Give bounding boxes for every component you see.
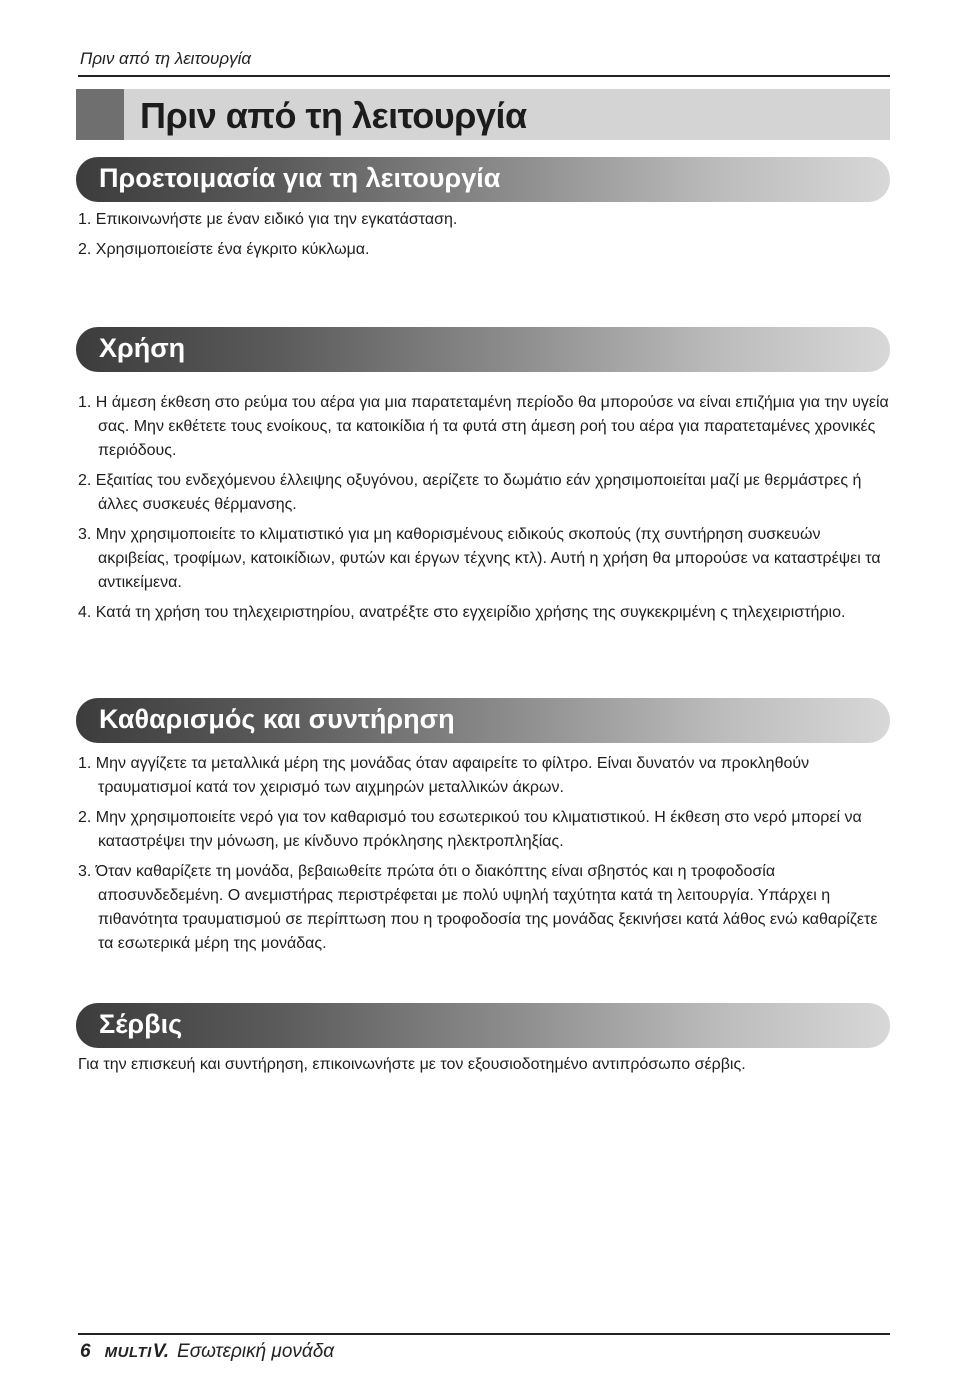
section-body-cleaning <box>78 752 890 962</box>
list-item: 3. Μην χρησιμοποιείτε το κλιματιστικό για μη καθορισμένους ειδικούς σκοπούς (πχ συντήρηση συσκευών ακριβείας, τροφίμων, κατοικίδιων, φυτών και έργων τέχνης κτλ). Αυτή η χρήση θα μπορούσε να καταστρέψει τα αντικείμενα. <box>78 526 881 591</box>
brand-logo: MULTI <box>104 1344 152 1361</box>
list-item: 1. Μην αγγίζετε τα μεταλλικά μέρη της μονάδας όταν αφαιρείτε το φίλτρο. Είναι δυνατόν να προκληθούν τραυματισμοί κατά τον χειρισμό των αιχμηρών μεταλλικών άκρων. <box>78 755 810 796</box>
top-divider <box>78 75 890 77</box>
list-item: 3. Όταν καθαρίζετε τη μονάδα, βεβαιωθείτε πρώτα ότι ο διακόπτης είναι σβηστός και η τροφοδοσία αποσυνδεδεμένη. Ο ανεμιστήρας περιστρέφεται με πολύ υψηλή ταχύτητα κατά τη λειτουργία. Υπάρχει η πιθανότητα τραυματισμού σε περίπτωση που η τροφοδοσία της μονάδας ξεκινήσει κατά λάθος ενώ καθαρίζετε τα εσωτερικά μέρη της μονάδας. <box>78 863 878 952</box>
section-title: Σέρβις <box>99 1009 183 1039</box>
section-header-cleaning <box>76 698 890 743</box>
footer-label: Εσωτερική μονάδα <box>177 1341 335 1362</box>
list-item: 4. Κατά τη χρήση του τηλεχειριστηρίου, ανατρέξτε στο εγχειρίδιο χρήσης της συγκεκριμένη ς τηλεχειριστήριο. <box>78 604 846 621</box>
running-header: Πριν από τη λειτουργία <box>80 49 252 68</box>
list-item: 1. Επικοινωνήστε με έναν ειδικό για την εγκατάσταση. <box>78 211 458 228</box>
section-body-usage <box>78 391 890 631</box>
section-body-preparation <box>78 208 890 268</box>
page-footer <box>80 1341 334 1363</box>
list-item: 2. Χρησιμοποιείστε ένα έγκριτο κύκλωμα. <box>78 241 370 258</box>
bottom-divider <box>78 1333 890 1335</box>
page-number: 6 <box>80 1341 91 1362</box>
section-title: Χρήση <box>99 333 186 363</box>
brand-logo-v: V. <box>152 1341 170 1362</box>
section-title: Προετοιμασία για τη λειτουργία <box>99 163 501 193</box>
section-header-usage <box>76 327 890 372</box>
page-title: Πριν από τη λειτουργία <box>140 95 527 136</box>
section-body-service <box>78 1053 890 1077</box>
title-marker-block <box>76 89 124 140</box>
section-header-service <box>76 1003 890 1048</box>
page-title-bar <box>76 89 890 140</box>
section-title: Καθαρισμός και συντήρηση <box>99 704 455 734</box>
list-item: 2. Μην χρησιμοποιείτε νερό για τον καθαρισμό του εσωτερικού του κλιματιστικού. Η έκθεση στο νερό μπορεί να καταστρέψει την μόνωση, με κίνδυνο πρόκλησης ηλεκτροπληξίας. <box>78 809 862 850</box>
list-item: 2. Εξαιτίας του ενδεχόμενου έλλειψης οξυγόνου, αερίζετε το δωμάτιο εάν χρησιμοποιείται μαζί με θερμάστρες ή άλλες συσκευές θέρμανσης. <box>78 472 862 513</box>
section-header-preparation <box>76 157 890 202</box>
list-item: 1. Η άμεση έκθεση στο ρεύμα του αέρα για μια παρατεταμένη περίοδο θα μπορούσε να είναι επιζήμια για την υγεία σας. Μην εκθέτετε τους ενοίκους, τα κατοικίδια ή τα φυτά στη άμεση ροή του αέρα για παρατεταμένες χρονικές περιόδους. <box>78 394 889 459</box>
service-text: Για την επισκευή και συντήρηση, επικοινωνήστε με τον εξουσιοδοτημένο αντιπρόσωπο σέρβις. <box>78 1056 746 1073</box>
